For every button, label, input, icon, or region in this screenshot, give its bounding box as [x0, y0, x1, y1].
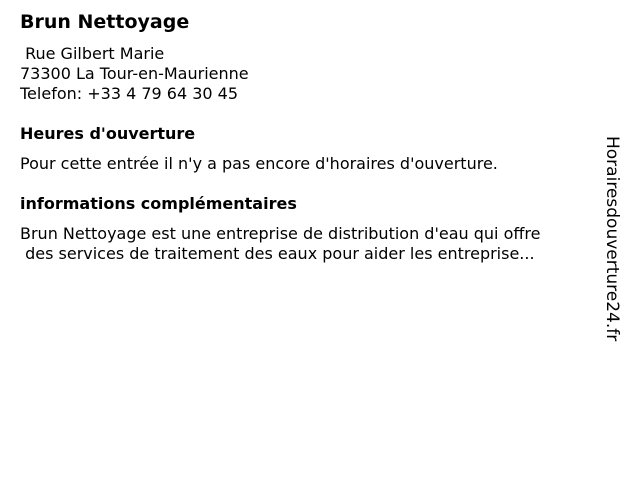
business-listing	[20, 10, 600, 264]
opening-hours-heading: Heures d'ouverture	[20, 124, 196, 143]
business-address	[20, 44, 600, 104]
opening-hours-text	[20, 154, 600, 174]
additional-info-heading: informations complémentaires	[20, 194, 297, 213]
business-name: Brun Nettoyage	[20, 11, 190, 33]
additional-info-text	[20, 224, 600, 264]
opening-hours-line: Pour cette entrée il n'y a pas encore d'horaires d'ouverture.	[20, 154, 498, 173]
address-city: 73300 La Tour-en-Maurienne	[20, 64, 249, 83]
phone-line: Telefon: +33 4 79 64 30 45	[20, 84, 239, 103]
site-brand-vertical: Horairesdouverture24.fr	[602, 136, 622, 342]
additional-info-line-1: Brun Nettoyage est une entreprise de distribution d'eau qui offre	[20, 224, 541, 243]
address-street: Rue Gilbert Marie	[20, 44, 165, 63]
additional-info-line-2: des services de traitement des eaux pour aider les entreprise...	[20, 244, 535, 263]
